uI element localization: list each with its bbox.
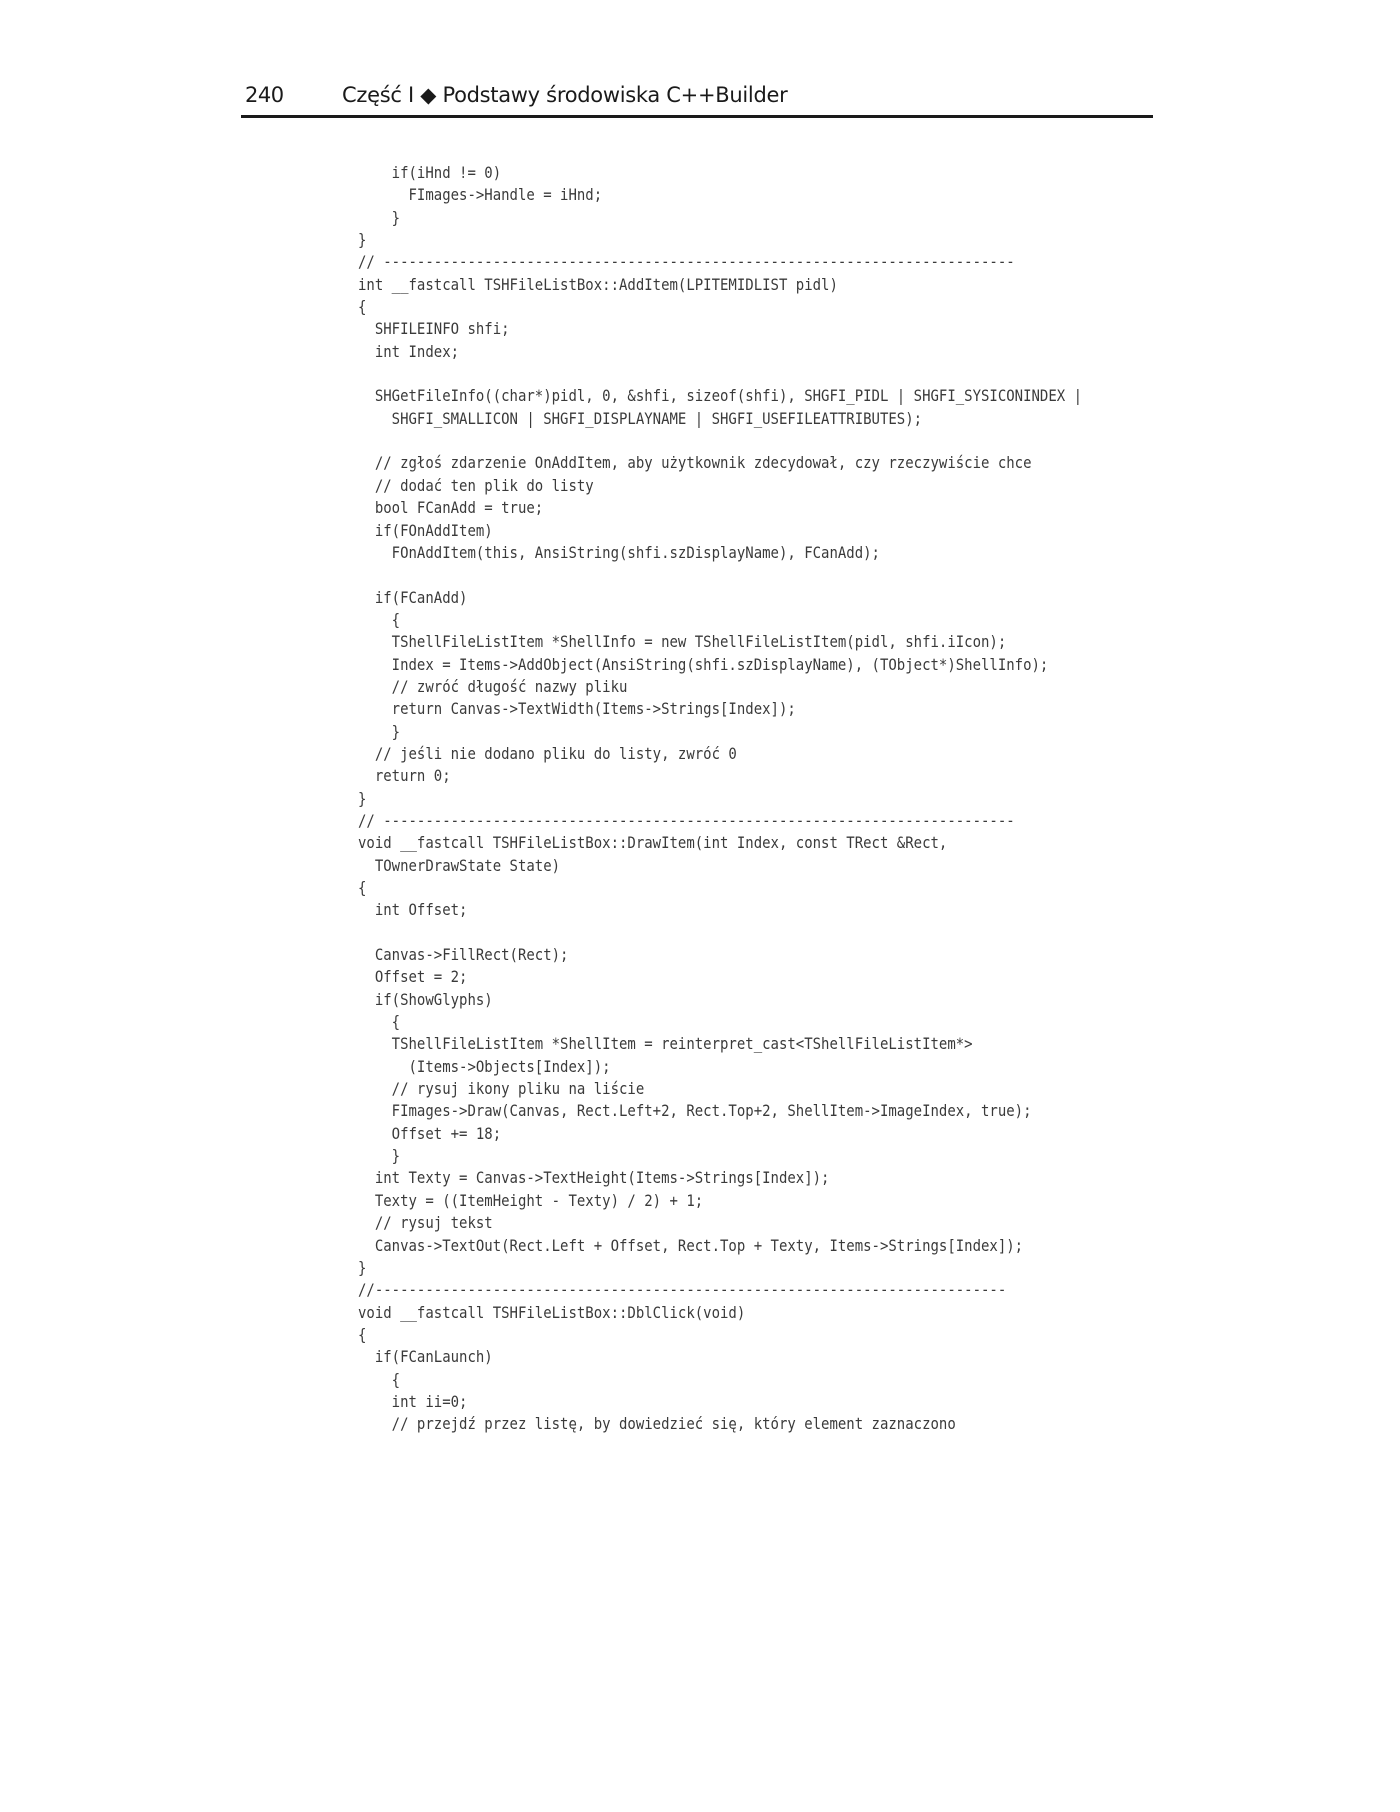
code-line: TShellFileListItem *ShellInfo = new TShellFileListItem(pidl, shfi.iIcon);	[358, 632, 1007, 652]
code-listing	[358, 162, 1082, 1436]
code-line: // zwróć długość nazwy pliku	[358, 676, 628, 696]
code-line: // dodać ten plik do listy	[358, 475, 594, 495]
page-header	[241, 83, 1153, 116]
code-line: return Canvas->TextWidth(Items->Strings[Index]);	[358, 699, 796, 719]
code-line: void __fastcall TSHFileListBox::DrawItem(int Index, const TRect &Rect,	[358, 833, 948, 853]
code-line: // ---------------------------------------------------------------------------	[358, 252, 1015, 272]
code-line: if(FCanAdd)	[358, 587, 468, 607]
code-line: // rysuj ikony pliku na liście	[358, 1079, 645, 1099]
code-line: TOwnerDrawState State)	[358, 855, 561, 875]
code-line: // jeśli nie dodano pliku do listy, zwróć 0	[358, 743, 737, 763]
code-line: {	[358, 297, 367, 317]
code-line: int __fastcall TSHFileListBox::AddItem(LPITEMIDLIST pidl)	[358, 274, 838, 294]
code-line: return 0;	[358, 766, 451, 786]
code-line	[358, 430, 1082, 452]
code-line: SHGetFileInfo((char*)pidl, 0, &shfi, sizeof(shfi), SHGFI_PIDL | SHGFI_SYSICONINDEX |	[358, 386, 1083, 406]
code-line: int Offset;	[358, 900, 468, 920]
code-line: void __fastcall TSHFileListBox::DblClick(void)	[358, 1302, 746, 1322]
code-line: {	[358, 878, 367, 897]
code-line: SHGFI_SMALLICON | SHGFI_DISPLAYNAME | SHGFI_USEFILEATTRIBUTES);	[358, 408, 923, 428]
header-rule	[241, 115, 1153, 118]
code-line: // ---------------------------------------------------------------------------	[358, 810, 1015, 830]
running-title: Część I ◆ Podstawy środowiska C++Builder	[342, 83, 788, 107]
code-line: (Items->Objects[Index]);	[358, 1056, 611, 1076]
code-line: // rysuj tekst	[358, 1213, 493, 1233]
code-line: {	[358, 1369, 401, 1389]
code-line: if(FOnAddItem)	[358, 520, 493, 540]
code-line	[358, 363, 1082, 385]
code-line: TShellFileListItem *ShellItem = reinterpret_cast<TShellFileListItem*>	[358, 1034, 973, 1054]
code-line: FOnAddItem(this, AnsiString(shfi.szDisplayName), FCanAdd);	[358, 542, 880, 562]
code-line: }	[358, 1257, 367, 1277]
code-line: int Texty = Canvas->TextHeight(Items->Strings[Index]);	[358, 1168, 830, 1188]
code-line: FImages->Draw(Canvas, Rect.Left+2, Rect.Top+2, ShellItem->ImageIndex, true);	[358, 1101, 1032, 1121]
code-line: Texty = ((ItemHeight - Texty) / 2) + 1;	[358, 1190, 704, 1210]
code-line: bool FCanAdd = true;	[358, 498, 544, 518]
code-line: Offset = 2;	[358, 967, 468, 987]
code-line	[358, 922, 1082, 944]
code-line: }	[358, 788, 367, 808]
code-line: if(FCanLaunch)	[358, 1347, 493, 1367]
code-line: {	[358, 1012, 401, 1032]
code-line: //---------------------------------------------------------------------------	[358, 1280, 1007, 1300]
code-line: Offset += 18;	[358, 1123, 502, 1143]
page-number: 240	[245, 83, 284, 107]
code-line: // przejdź przez listę, by dowiedzieć się, który element zaznaczono	[358, 1414, 956, 1434]
code-line: Index = Items->AddObject(AnsiString(shfi.szDisplayName), (TObject*)ShellInfo);	[358, 654, 1049, 674]
code-line: }	[358, 230, 367, 250]
code-line: SHFILEINFO shfi;	[358, 319, 510, 339]
code-line: int ii=0;	[358, 1391, 468, 1411]
code-line: // zgłoś zdarzenie OnAddItem, aby użytkownik zdecydował, czy rzeczywiście chce	[358, 453, 1032, 473]
code-line: if(ShowGlyphs)	[358, 989, 493, 1009]
code-line: FImages->Handle = iHnd;	[358, 185, 603, 205]
code-line: if(iHnd != 0)	[358, 163, 502, 182]
code-line: {	[358, 609, 401, 629]
code-line	[358, 564, 1082, 586]
code-line: }	[358, 721, 401, 741]
code-line: int Index;	[358, 341, 460, 361]
code-line: Canvas->FillRect(Rect);	[358, 945, 569, 965]
code-line: Canvas->TextOut(Rect.Left + Offset, Rect.Top + Texty, Items->Strings[Index]);	[358, 1235, 1024, 1255]
code-line: {	[358, 1324, 367, 1344]
code-line: }	[358, 207, 401, 227]
code-line: }	[358, 1146, 401, 1166]
